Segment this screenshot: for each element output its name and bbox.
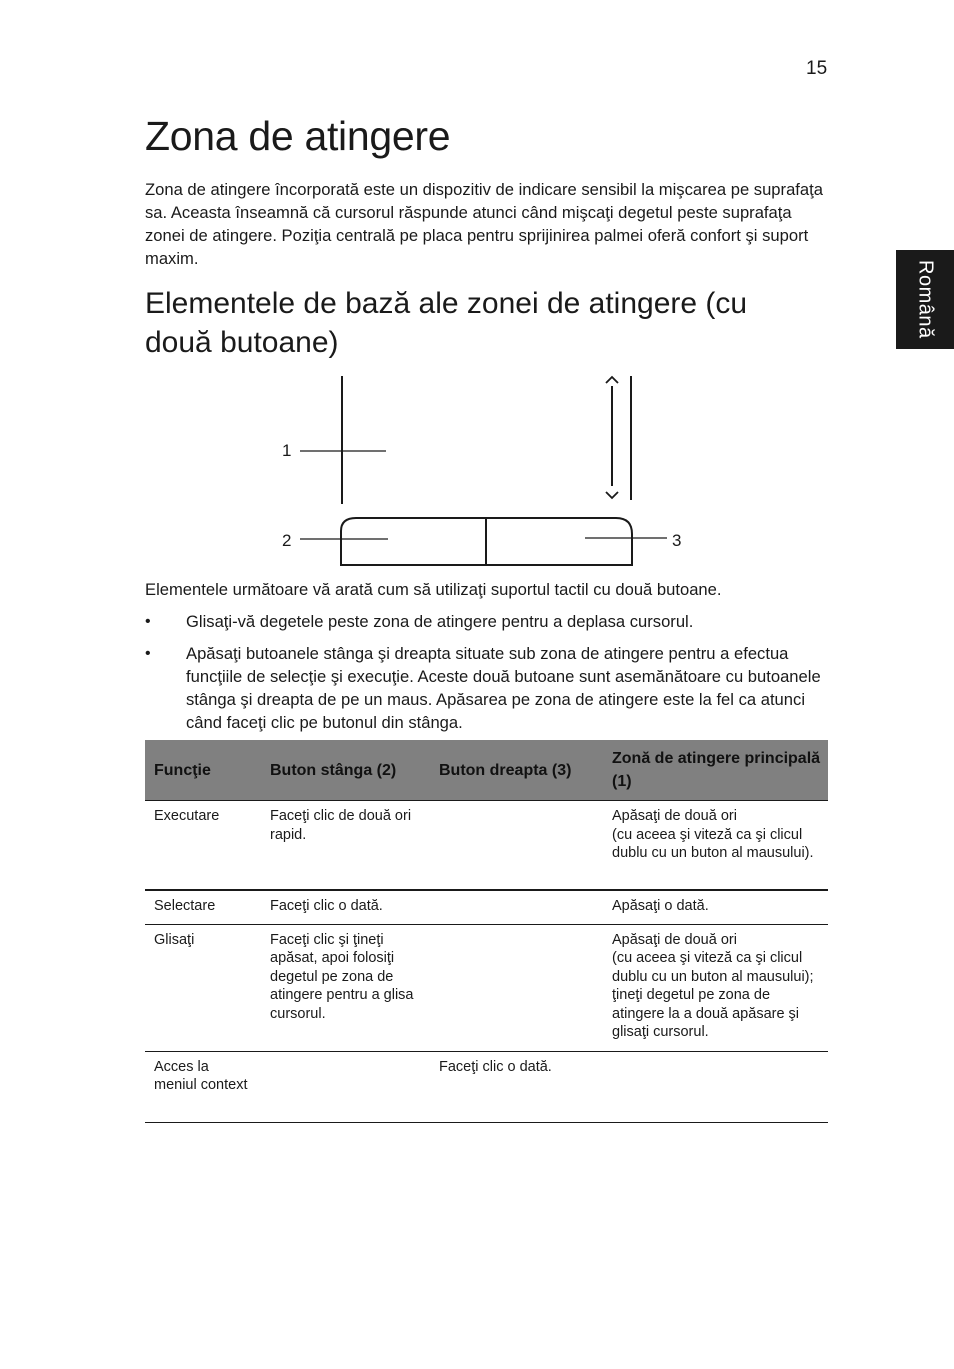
bullet-list [145, 610, 825, 743]
table-cell [430, 890, 603, 924]
table-cell: Faceţi clic de două ori rapid. [261, 801, 430, 891]
table-cell: Glisaţi [145, 924, 261, 1051]
lead-paragraph: Elementele următoare vă arată cum să utilizaţi suportul tactil cu două butoane. [145, 580, 722, 599]
table-header-row [145, 740, 828, 801]
column-header: Buton dreapta (3) [439, 761, 572, 779]
language-tab-label: Română [914, 260, 937, 339]
section-title: Elementele de bază ale zonei de atingere (cu două butoane) [145, 287, 748, 359]
language-side-tab [896, 250, 954, 349]
table-cell [261, 1051, 430, 1122]
table-row [145, 801, 828, 891]
page-number: 15 [806, 58, 828, 79]
bullet-text: Apăsaţi butoanele stânga şi dreapta situate sub zona de atingere pentru a efectua funcţiile de selecţie şi execuţie. Aceste două butoane sunt asemănătoare cu butoanele stânga şi dreapta de pe un maus. Apăsarea pe zona de atingere este la fel ca atunci când faceţi clic pe butonul din stânga. [186, 644, 821, 732]
bullet-dot: • [145, 645, 151, 662]
scroll-down-icon [606, 492, 618, 498]
table-cell [430, 801, 603, 891]
callout-1-label: 1 [282, 441, 292, 460]
scroll-up-icon [606, 377, 618, 383]
column-header: Buton stânga (2) [270, 761, 397, 779]
table-cell: Faceţi clic o dată. [261, 890, 430, 924]
table-cell: Apăsaţi de două ori (cu aceea şi viteză ca şi clicul dublu cu un buton al mausului). [603, 801, 828, 891]
table-cell: Executare [145, 801, 261, 891]
page-title: Zona de atingere [145, 113, 451, 159]
list-item [145, 642, 825, 734]
bullet-dot: • [145, 613, 151, 630]
table-cell [430, 924, 603, 1051]
bullet-text: Glisaţi-vă degetele peste zona de atingere pentru a deplasa cursorul. [186, 612, 694, 631]
table-cell: Faceţi clic o dată. [430, 1051, 603, 1122]
list-item [145, 610, 825, 633]
column-header: Zonă de atingere principală (1) [612, 750, 821, 790]
functions-table [145, 740, 828, 1123]
table-row [145, 890, 828, 924]
table-cell: Acces la meniul context [145, 1051, 261, 1122]
table-row [145, 924, 828, 1051]
callout-2-label: 2 [282, 531, 292, 550]
column-header: Funcţie [154, 761, 211, 779]
intro-paragraph: Zona de atingere încorporată este un dispozitiv de indicare sensibil la mişcarea pe suprafaţa sa. Aceasta înseamnă că cursorul răspunde atunci când mişcaţi degetul peste suprafaţa zonei de atingere. Poziţia centrală pe placa pentru sprijinirea palmei oferă confort şi suport maxim. [145, 180, 823, 268]
table-cell [603, 1051, 828, 1122]
table-cell: Apăsaţi o dată. [603, 890, 828, 924]
table-cell: Faceţi clic şi ţineţi apăsat, apoi folosiţi degetul pe zona de atingere pentru a glisa cursorul. [261, 924, 430, 1051]
callout-3-label: 3 [672, 531, 682, 550]
table-row [145, 1051, 828, 1122]
table-cell: Apăsaţi de două ori (cu aceea şi viteză ca şi clicul dublu cu un buton al mausului); ţineţi degetul pe zona de atingere la a două apăsare şi glisaţi cursorul. [603, 924, 828, 1051]
touchpad-diagram [270, 368, 710, 573]
table-cell: Selectare [145, 890, 261, 924]
